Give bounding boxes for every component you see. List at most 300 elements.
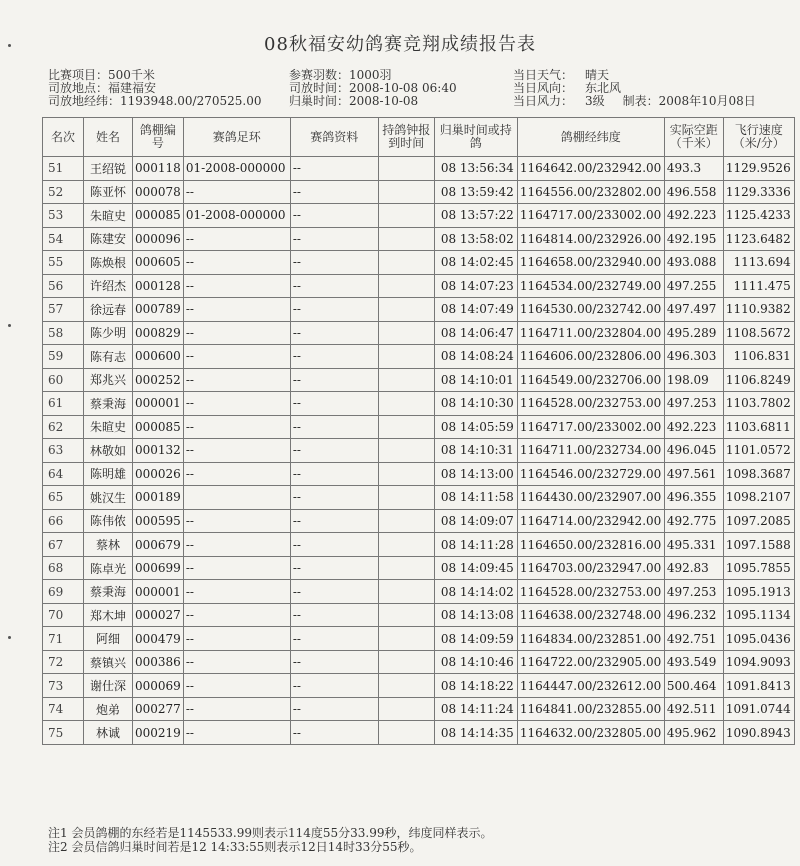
cell-coords: 1164717.00/233002.00 bbox=[517, 415, 664, 439]
cell-clock-time bbox=[378, 556, 434, 580]
cell-distance: 493.549 bbox=[664, 650, 723, 674]
cell-speed: 1129.3336 bbox=[723, 180, 794, 204]
meta-wind-dir-value: 东北风 bbox=[585, 81, 622, 95]
table-row bbox=[43, 298, 795, 322]
table-row bbox=[43, 603, 795, 627]
cell-ring bbox=[183, 486, 290, 510]
cell-info: -- bbox=[290, 251, 378, 275]
cell-return-time: 08 14:13:00 bbox=[434, 462, 517, 486]
table-row bbox=[43, 157, 795, 181]
cell-name: 王绍锐 bbox=[84, 157, 133, 181]
cell-clock-time bbox=[378, 321, 434, 345]
cell-speed: 1095.0436 bbox=[723, 627, 794, 651]
cell-speed: 1094.9093 bbox=[723, 650, 794, 674]
cell-rank: 54 bbox=[43, 227, 84, 251]
cell-rank: 68 bbox=[43, 556, 84, 580]
cell-info: -- bbox=[290, 697, 378, 721]
cell-ring: -- bbox=[183, 321, 290, 345]
cell-rank: 75 bbox=[43, 721, 84, 745]
cell-name: 蔡镇兴 bbox=[84, 650, 133, 674]
cell-clock-time bbox=[378, 627, 434, 651]
cell-distance: 496.303 bbox=[664, 345, 723, 369]
cell-info: -- bbox=[290, 509, 378, 533]
cell-info: -- bbox=[290, 650, 378, 674]
cell-ring: -- bbox=[183, 627, 290, 651]
results-table bbox=[42, 117, 795, 745]
cell-speed: 1091.0744 bbox=[723, 697, 794, 721]
cell-return-time: 08 14:08:24 bbox=[434, 345, 517, 369]
cell-ring: -- bbox=[183, 603, 290, 627]
cell-clock-time bbox=[378, 462, 434, 486]
cell-clock-time bbox=[378, 157, 434, 181]
cell-distance: 497.253 bbox=[664, 580, 723, 604]
cell-info: -- bbox=[290, 533, 378, 557]
header-name: 姓名 bbox=[84, 118, 133, 157]
cell-rank: 60 bbox=[43, 368, 84, 392]
cell-return-time: 08 13:59:42 bbox=[434, 180, 517, 204]
cell-speed: 1097.2085 bbox=[723, 509, 794, 533]
cell-clock-time bbox=[378, 204, 434, 228]
cell-loft-number: 000699 bbox=[133, 556, 184, 580]
cell-coords: 1164717.00/233002.00 bbox=[517, 204, 664, 228]
cell-distance: 496.558 bbox=[664, 180, 723, 204]
cell-ring: -- bbox=[183, 415, 290, 439]
cell-name: 陈焕根 bbox=[84, 251, 133, 275]
meta-weather-label: 当日天气： bbox=[513, 68, 574, 82]
cell-distance: 492.223 bbox=[664, 204, 723, 228]
cell-clock-time bbox=[378, 180, 434, 204]
cell-info: -- bbox=[290, 321, 378, 345]
table-row bbox=[43, 627, 795, 651]
cell-loft-number: 000600 bbox=[133, 345, 184, 369]
report-title: 08秋福安幼鸽赛竞翔成绩报告表 bbox=[264, 34, 536, 55]
cell-name: 姚汉生 bbox=[84, 486, 133, 510]
cell-distance: 492.195 bbox=[664, 227, 723, 251]
cell-loft-number: 000252 bbox=[133, 368, 184, 392]
cell-coords: 1164546.00/232729.00 bbox=[517, 462, 664, 486]
cell-name: 徐远春 bbox=[84, 298, 133, 322]
cell-loft-number: 000829 bbox=[133, 321, 184, 345]
cell-loft-number: 000595 bbox=[133, 509, 184, 533]
cell-coords: 1164834.00/232851.00 bbox=[517, 627, 664, 651]
cell-loft-number: 000085 bbox=[133, 204, 184, 228]
cell-speed: 1097.1588 bbox=[723, 533, 794, 557]
cell-coords: 1164528.00/232753.00 bbox=[517, 580, 664, 604]
results-table-wrap bbox=[42, 117, 795, 745]
table-row bbox=[43, 392, 795, 416]
cell-clock-time bbox=[378, 251, 434, 275]
header-distance: 实际空距（千米） bbox=[664, 118, 723, 157]
meta-release-place: 司放地点：福建福安 bbox=[48, 81, 157, 95]
cell-ring: -- bbox=[183, 721, 290, 745]
cell-info: -- bbox=[290, 439, 378, 463]
meta-made-date: 制表：2008年10月08日 bbox=[622, 94, 756, 108]
cell-ring: 01-2008-000000 bbox=[183, 204, 290, 228]
cell-return-time: 08 14:07:49 bbox=[434, 298, 517, 322]
cell-distance: 495.331 bbox=[664, 533, 723, 557]
cell-rank: 64 bbox=[43, 462, 84, 486]
cell-speed: 1111.475 bbox=[723, 274, 794, 298]
cell-distance: 497.497 bbox=[664, 298, 723, 322]
cell-rank: 69 bbox=[43, 580, 84, 604]
table-row bbox=[43, 650, 795, 674]
cell-speed: 1098.3687 bbox=[723, 462, 794, 486]
cell-rank: 59 bbox=[43, 345, 84, 369]
cell-rank: 72 bbox=[43, 650, 84, 674]
cell-return-time: 08 14:11:24 bbox=[434, 697, 517, 721]
cell-speed: 1129.9526 bbox=[723, 157, 794, 181]
cell-clock-time bbox=[378, 603, 434, 627]
meta-wind-force-value: 3级 bbox=[585, 94, 605, 108]
cell-return-time: 08 13:58:02 bbox=[434, 227, 517, 251]
cell-coords: 1164711.00/232804.00 bbox=[517, 321, 664, 345]
cell-rank: 67 bbox=[43, 533, 84, 557]
cell-return-time: 08 14:09:59 bbox=[434, 627, 517, 651]
cell-speed: 1106.831 bbox=[723, 345, 794, 369]
table-row bbox=[43, 321, 795, 345]
table-row bbox=[43, 556, 795, 580]
cell-coords: 1164650.00/232816.00 bbox=[517, 533, 664, 557]
cell-info: -- bbox=[290, 462, 378, 486]
cell-speed: 1091.8413 bbox=[723, 674, 794, 698]
cell-name: 许绍杰 bbox=[84, 274, 133, 298]
table-row bbox=[43, 227, 795, 251]
table-row bbox=[43, 180, 795, 204]
cell-distance: 492.511 bbox=[664, 697, 723, 721]
cell-ring: -- bbox=[183, 509, 290, 533]
cell-ring: 01-2008-000000 bbox=[183, 157, 290, 181]
cell-return-time: 08 14:10:31 bbox=[434, 439, 517, 463]
cell-clock-time bbox=[378, 368, 434, 392]
cell-coords: 1164530.00/232742.00 bbox=[517, 298, 664, 322]
cell-coords: 1164711.00/232734.00 bbox=[517, 439, 664, 463]
cell-name: 陈伟侬 bbox=[84, 509, 133, 533]
cell-clock-time bbox=[378, 509, 434, 533]
table-row bbox=[43, 580, 795, 604]
cell-name: 陈卓光 bbox=[84, 556, 133, 580]
cell-loft-number: 000219 bbox=[133, 721, 184, 745]
cell-info: -- bbox=[290, 274, 378, 298]
cell-return-time: 08 14:09:07 bbox=[434, 509, 517, 533]
cell-distance: 492.83 bbox=[664, 556, 723, 580]
cell-coords: 1164703.00/232947.00 bbox=[517, 556, 664, 580]
cell-loft-number: 000096 bbox=[133, 227, 184, 251]
cell-return-time: 08 14:06:47 bbox=[434, 321, 517, 345]
cell-speed: 1101.0572 bbox=[723, 439, 794, 463]
table-row bbox=[43, 462, 795, 486]
cell-info: -- bbox=[290, 603, 378, 627]
cell-rank: 65 bbox=[43, 486, 84, 510]
table-row bbox=[43, 439, 795, 463]
cell-info: -- bbox=[290, 227, 378, 251]
cell-rank: 71 bbox=[43, 627, 84, 651]
cell-clock-time bbox=[378, 674, 434, 698]
cell-distance: 500.464 bbox=[664, 674, 723, 698]
header-loft-number: 鸽棚编号 bbox=[133, 118, 184, 157]
cell-ring: -- bbox=[183, 274, 290, 298]
cell-loft-number: 000027 bbox=[133, 603, 184, 627]
cell-coords: 1164722.00/232905.00 bbox=[517, 650, 664, 674]
footnote-1: 注1 会员鸽棚的东经若是1145533.99则表示114度55分33.99秒，纬度同样表示。 bbox=[48, 826, 493, 840]
cell-loft-number: 000118 bbox=[133, 157, 184, 181]
cell-ring: -- bbox=[183, 392, 290, 416]
cell-return-time: 08 14:13:08 bbox=[434, 603, 517, 627]
cell-loft-number: 000026 bbox=[133, 462, 184, 486]
cell-rank: 74 bbox=[43, 697, 84, 721]
meta-race-item: 比赛项目：500千米 bbox=[48, 68, 155, 82]
header-return-time: 归巢时间或持鸽 bbox=[434, 118, 517, 157]
cell-info: -- bbox=[290, 204, 378, 228]
cell-coords: 1164534.00/232749.00 bbox=[517, 274, 664, 298]
cell-ring: -- bbox=[183, 650, 290, 674]
table-row bbox=[43, 509, 795, 533]
cell-ring: -- bbox=[183, 368, 290, 392]
cell-ring: -- bbox=[183, 345, 290, 369]
meta-weather-value: 晴天 bbox=[585, 68, 610, 82]
cell-speed: 1095.1134 bbox=[723, 603, 794, 627]
cell-name: 阿细 bbox=[84, 627, 133, 651]
cell-info: -- bbox=[290, 486, 378, 510]
cell-loft-number: 000001 bbox=[133, 580, 184, 604]
cell-speed: 1103.6811 bbox=[723, 415, 794, 439]
cell-coords: 1164430.00/232907.00 bbox=[517, 486, 664, 510]
cell-ring: -- bbox=[183, 462, 290, 486]
header-coords: 鸽棚经纬度 bbox=[517, 118, 664, 157]
cell-info: -- bbox=[290, 298, 378, 322]
cell-loft-number: 000479 bbox=[133, 627, 184, 651]
cell-loft-number: 000679 bbox=[133, 533, 184, 557]
cell-ring: -- bbox=[183, 180, 290, 204]
table-row bbox=[43, 415, 795, 439]
cell-name: 蔡秉海 bbox=[84, 392, 133, 416]
cell-distance: 493.3 bbox=[664, 157, 723, 181]
table-row bbox=[43, 721, 795, 745]
cell-clock-time bbox=[378, 298, 434, 322]
table-body bbox=[43, 157, 795, 745]
cell-distance: 495.962 bbox=[664, 721, 723, 745]
cell-speed: 1113.694 bbox=[723, 251, 794, 275]
cell-coords: 1164841.00/232855.00 bbox=[517, 697, 664, 721]
table-row bbox=[43, 274, 795, 298]
cell-return-time: 08 14:10:46 bbox=[434, 650, 517, 674]
cell-loft-number: 000069 bbox=[133, 674, 184, 698]
cell-return-time: 08 14:09:45 bbox=[434, 556, 517, 580]
cell-info: -- bbox=[290, 627, 378, 651]
footnote-2: 注2 会员信鸽归巢时间若是12 14:33:55则表示12日14时33分55秒。 bbox=[48, 840, 422, 854]
cell-clock-time bbox=[378, 345, 434, 369]
cell-name: 蔡秉海 bbox=[84, 580, 133, 604]
cell-coords: 1164814.00/232926.00 bbox=[517, 227, 664, 251]
cell-rank: 53 bbox=[43, 204, 84, 228]
cell-return-time: 08 13:56:34 bbox=[434, 157, 517, 181]
cell-name: 林敬如 bbox=[84, 439, 133, 463]
cell-loft-number: 000277 bbox=[133, 697, 184, 721]
cell-loft-number: 000605 bbox=[133, 251, 184, 275]
header-info: 赛鸽资料 bbox=[290, 118, 378, 157]
cell-rank: 57 bbox=[43, 298, 84, 322]
cell-return-time: 08 14:14:02 bbox=[434, 580, 517, 604]
cell-loft-number: 000001 bbox=[133, 392, 184, 416]
footnotes bbox=[48, 826, 493, 854]
cell-rank: 61 bbox=[43, 392, 84, 416]
cell-clock-time bbox=[378, 439, 434, 463]
header-clock-time: 持鸽钟报到时间 bbox=[378, 118, 434, 157]
cell-name: 林诚 bbox=[84, 721, 133, 745]
cell-rank: 73 bbox=[43, 674, 84, 698]
cell-ring: -- bbox=[183, 251, 290, 275]
cell-clock-time bbox=[378, 580, 434, 604]
meta-return-time: 归巢时间：2008-10-08 bbox=[289, 94, 419, 108]
cell-name: 蔡林 bbox=[84, 533, 133, 557]
cell-info: -- bbox=[290, 368, 378, 392]
meta-col1 bbox=[48, 69, 261, 108]
table-row bbox=[43, 486, 795, 510]
cell-return-time: 08 14:18:22 bbox=[434, 674, 517, 698]
cell-return-time: 08 14:11:28 bbox=[434, 533, 517, 557]
cell-coords: 1164447.00/232612.00 bbox=[517, 674, 664, 698]
cell-speed: 1090.8943 bbox=[723, 721, 794, 745]
cell-clock-time bbox=[378, 486, 434, 510]
table-row bbox=[43, 251, 795, 275]
cell-name: 谢仕深 bbox=[84, 674, 133, 698]
cell-name: 郑木坤 bbox=[84, 603, 133, 627]
cell-clock-time bbox=[378, 227, 434, 251]
cell-clock-time bbox=[378, 697, 434, 721]
meta-release-coords: 司放地经纬：1193948.00/270525.00 bbox=[48, 94, 262, 108]
cell-distance: 492.775 bbox=[664, 509, 723, 533]
table-row bbox=[43, 345, 795, 369]
cell-speed: 1125.4233 bbox=[723, 204, 794, 228]
cell-distance: 497.561 bbox=[664, 462, 723, 486]
cell-clock-time bbox=[378, 274, 434, 298]
cell-speed: 1095.7855 bbox=[723, 556, 794, 580]
cell-distance: 198.09 bbox=[664, 368, 723, 392]
table-row bbox=[43, 533, 795, 557]
cell-ring: -- bbox=[183, 580, 290, 604]
cell-loft-number: 000128 bbox=[133, 274, 184, 298]
cell-speed: 1103.7802 bbox=[723, 392, 794, 416]
cell-coords: 1164606.00/232806.00 bbox=[517, 345, 664, 369]
cell-coords: 1164549.00/232706.00 bbox=[517, 368, 664, 392]
cell-name: 炮弟 bbox=[84, 697, 133, 721]
cell-loft-number: 000386 bbox=[133, 650, 184, 674]
cell-distance: 497.253 bbox=[664, 392, 723, 416]
cell-return-time: 08 14:10:30 bbox=[434, 392, 517, 416]
meta-wind-dir-label: 当日风向： bbox=[513, 81, 574, 95]
cell-coords: 1164714.00/232942.00 bbox=[517, 509, 664, 533]
cell-distance: 492.223 bbox=[664, 415, 723, 439]
cell-ring: -- bbox=[183, 298, 290, 322]
table-row bbox=[43, 204, 795, 228]
meta-col3 bbox=[513, 69, 756, 108]
cell-rank: 66 bbox=[43, 509, 84, 533]
cell-return-time: 08 14:11:58 bbox=[434, 486, 517, 510]
table-row bbox=[43, 674, 795, 698]
cell-return-time: 08 13:57:22 bbox=[434, 204, 517, 228]
cell-distance: 492.751 bbox=[664, 627, 723, 651]
scan-speck bbox=[8, 324, 11, 327]
cell-return-time: 08 14:14:35 bbox=[434, 721, 517, 745]
cell-name: 朱暄史 bbox=[84, 204, 133, 228]
cell-ring: -- bbox=[183, 227, 290, 251]
cell-coords: 1164556.00/232802.00 bbox=[517, 180, 664, 204]
cell-return-time: 08 14:10:01 bbox=[434, 368, 517, 392]
cell-rank: 55 bbox=[43, 251, 84, 275]
cell-name: 朱暄史 bbox=[84, 415, 133, 439]
cell-name: 陈少明 bbox=[84, 321, 133, 345]
cell-loft-number: 000189 bbox=[133, 486, 184, 510]
cell-coords: 1164528.00/232753.00 bbox=[517, 392, 664, 416]
cell-info: -- bbox=[290, 580, 378, 604]
meta-release-time: 司放时间：2008-10-08 06:40 bbox=[289, 81, 457, 95]
cell-return-time: 08 14:07:23 bbox=[434, 274, 517, 298]
cell-distance: 493.088 bbox=[664, 251, 723, 275]
cell-speed: 1108.5672 bbox=[723, 321, 794, 345]
cell-ring: -- bbox=[183, 697, 290, 721]
cell-clock-time bbox=[378, 415, 434, 439]
cell-info: -- bbox=[290, 180, 378, 204]
cell-speed: 1095.1913 bbox=[723, 580, 794, 604]
meta-wind-force-label: 当日风力： bbox=[513, 94, 574, 108]
cell-rank: 56 bbox=[43, 274, 84, 298]
table-row bbox=[43, 697, 795, 721]
cell-distance: 496.045 bbox=[664, 439, 723, 463]
cell-coords: 1164658.00/232940.00 bbox=[517, 251, 664, 275]
header-rank: 名次 bbox=[43, 118, 84, 157]
cell-info: -- bbox=[290, 415, 378, 439]
cell-clock-time bbox=[378, 650, 434, 674]
cell-loft-number: 000078 bbox=[133, 180, 184, 204]
cell-speed: 1110.9382 bbox=[723, 298, 794, 322]
cell-distance: 496.355 bbox=[664, 486, 723, 510]
cell-rank: 63 bbox=[43, 439, 84, 463]
meta-entries: 参赛羽数：1000羽 bbox=[289, 68, 392, 82]
cell-clock-time bbox=[378, 721, 434, 745]
cell-clock-time bbox=[378, 392, 434, 416]
cell-name: 郑兆兴 bbox=[84, 368, 133, 392]
cell-rank: 51 bbox=[43, 157, 84, 181]
header-speed: 飞行速度（米/分） bbox=[723, 118, 794, 157]
cell-coords: 1164642.00/232942.00 bbox=[517, 157, 664, 181]
cell-return-time: 08 14:02:45 bbox=[434, 251, 517, 275]
scan-speck bbox=[8, 636, 11, 639]
cell-loft-number: 000789 bbox=[133, 298, 184, 322]
cell-info: -- bbox=[290, 556, 378, 580]
meta-col2 bbox=[289, 69, 457, 108]
cell-coords: 1164632.00/232805.00 bbox=[517, 721, 664, 745]
cell-name: 陈建安 bbox=[84, 227, 133, 251]
cell-distance: 496.232 bbox=[664, 603, 723, 627]
cell-name: 陈有志 bbox=[84, 345, 133, 369]
cell-clock-time bbox=[378, 533, 434, 557]
cell-loft-number: 000132 bbox=[133, 439, 184, 463]
cell-info: -- bbox=[290, 392, 378, 416]
cell-ring: -- bbox=[183, 674, 290, 698]
cell-ring: -- bbox=[183, 439, 290, 463]
cell-rank: 70 bbox=[43, 603, 84, 627]
header-ring: 赛鸽足环 bbox=[183, 118, 290, 157]
cell-info: -- bbox=[290, 674, 378, 698]
cell-rank: 52 bbox=[43, 180, 84, 204]
table-row bbox=[43, 368, 795, 392]
cell-speed: 1098.2107 bbox=[723, 486, 794, 510]
cell-info: -- bbox=[290, 721, 378, 745]
cell-info: -- bbox=[290, 345, 378, 369]
scan-speck bbox=[8, 44, 11, 47]
table-header-row bbox=[43, 118, 795, 157]
cell-name: 陈明雄 bbox=[84, 462, 133, 486]
cell-distance: 497.255 bbox=[664, 274, 723, 298]
